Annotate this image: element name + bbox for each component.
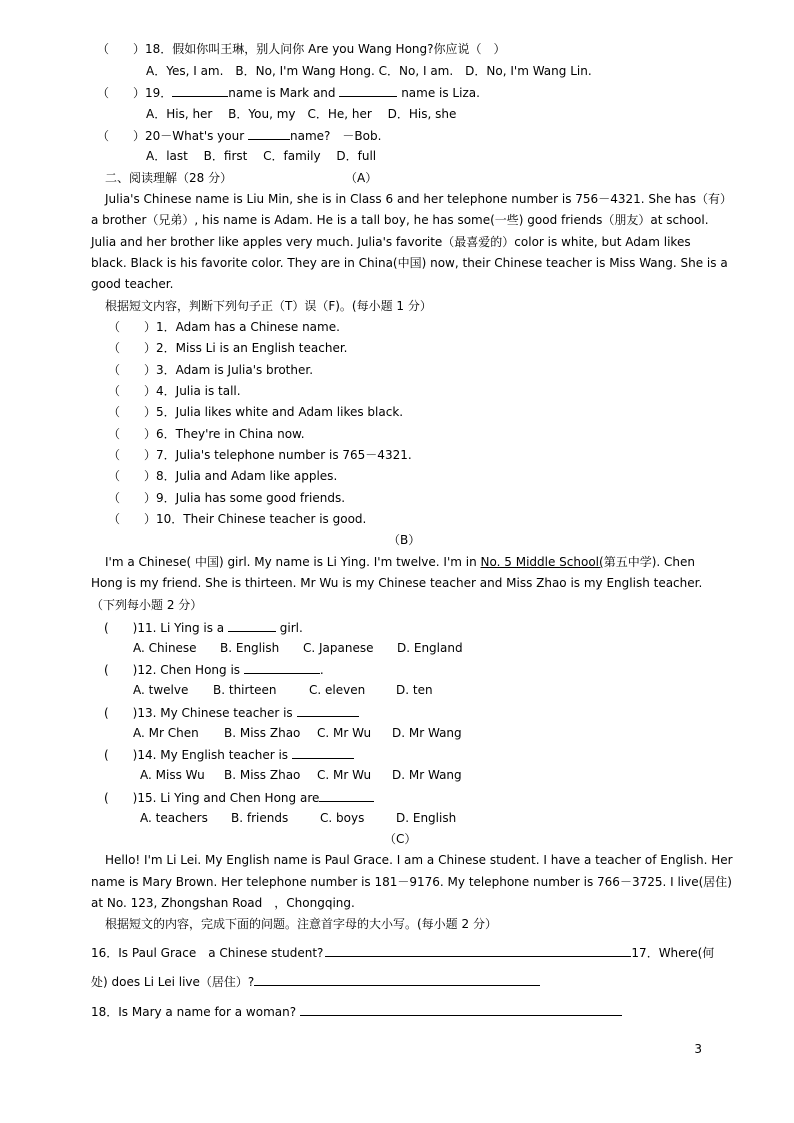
q18c-line xyxy=(91,1003,622,1020)
tf-item xyxy=(108,404,403,420)
option: B. English xyxy=(220,641,280,655)
passage-a-line: black. Black is his favorite color. They are in China(中国) now, their Chinese teacher is Miss Wang. She is a xyxy=(91,256,728,270)
answer-paren[interactable]: ( ) xyxy=(104,663,138,677)
question-stem: 假如你叫王琳，别人问你 Are you Wang Hong?你应说（ ） xyxy=(172,42,506,56)
tf-text: 10．Their Chinese teacher is good. xyxy=(156,512,367,526)
question-stem: 12. Chen Hong is xyxy=(137,663,241,677)
q16-q17-line xyxy=(91,944,714,961)
c-instruction: 根据短文的内容，完成下面的问题。注意首字母的大小写。(每小题 2 分） xyxy=(105,917,497,931)
tf-item xyxy=(108,490,345,506)
q19-line xyxy=(97,84,480,101)
answer-paren[interactable]: （ ） xyxy=(108,363,157,377)
tf-item xyxy=(108,383,241,399)
option: B. Miss Zhao xyxy=(224,726,301,740)
q18-options: A．Yes, I am. B．No, I'm Wang Hong. C．No, I am. D．No, I'm Wang Lin. xyxy=(146,64,592,78)
option: B. friends xyxy=(231,811,289,825)
tf-text: 4．Julia is tall. xyxy=(156,384,241,398)
mc-options xyxy=(133,682,433,698)
option: D. Mr Wang xyxy=(392,726,462,740)
blank[interactable] xyxy=(319,789,374,802)
blank[interactable] xyxy=(292,746,354,759)
passage-a-line: Julia and her brother like apples very much. Julia's favorite（最喜爱的）color is white, but Adam likes xyxy=(91,235,691,249)
answer-paren[interactable]: （ ） xyxy=(108,320,157,334)
tf-item xyxy=(108,362,313,378)
tf-text: 1．Adam has a Chinese name. xyxy=(156,320,340,334)
q17-line xyxy=(91,973,540,990)
mc-options xyxy=(133,640,463,656)
mc-question xyxy=(104,619,303,636)
answer-paren[interactable]: （ ） xyxy=(97,129,146,143)
option: B. thirteen xyxy=(213,683,277,697)
answer-paren[interactable]: （ ） xyxy=(108,491,157,505)
tf-text: 8．Julia and Adam like apples. xyxy=(156,469,338,483)
option: A. teachers xyxy=(140,811,208,825)
question-text: 17．Where(何 xyxy=(631,946,715,960)
part-a-heading: （A） xyxy=(345,171,378,185)
page-number: 3 xyxy=(694,1042,702,1056)
passage-text: I'm a Chinese( 中国) girl. My name is Li Ying. I'm twelve. I'm in xyxy=(105,555,477,569)
tf-item xyxy=(108,447,412,463)
question-text: 处) does Li Lei live（居住）? xyxy=(91,975,255,989)
q20-line xyxy=(97,127,381,144)
answer-paren[interactable]: ( ) xyxy=(104,706,138,720)
answer-paren[interactable]: ( ) xyxy=(104,748,138,762)
tf-item xyxy=(108,468,337,484)
question-stem: 15. Li Ying and Chen Hong are xyxy=(137,791,320,805)
question-text: 18．Is Mary a name for a woman? xyxy=(91,1005,297,1019)
question-stem: 13. My Chinese teacher is xyxy=(137,706,293,720)
question-stem: name is Liza. xyxy=(401,86,480,100)
tf-text: 2．Miss Li is an English teacher. xyxy=(156,341,348,355)
answer-paren[interactable]: （ ） xyxy=(108,384,157,398)
question-stem: 14. My English teacher is xyxy=(137,748,289,762)
mc-question xyxy=(104,661,324,678)
mc-question xyxy=(104,704,359,721)
blank[interactable] xyxy=(339,84,397,97)
answer-line[interactable] xyxy=(300,1003,622,1016)
question-stem: girl. xyxy=(279,621,303,635)
passage-a-line: good teacher. xyxy=(91,277,174,291)
answer-paren[interactable]: （ ） xyxy=(97,42,146,56)
tf-item xyxy=(108,319,340,335)
answer-paren[interactable]: ( ) xyxy=(104,791,138,805)
tf-item xyxy=(108,340,347,356)
passage-b-line: Hong is my friend. She is thirteen. Mr Wu is my Chinese teacher and Miss Zhao is my English teacher. xyxy=(91,576,703,590)
tf-item xyxy=(108,426,305,442)
answer-paren[interactable]: （ ） xyxy=(97,86,146,100)
option: C. Mr Wu xyxy=(317,726,372,740)
answer-paren[interactable]: （ ） xyxy=(108,341,157,355)
option: D. England xyxy=(397,641,463,655)
tf-item xyxy=(108,511,366,527)
blank[interactable] xyxy=(297,704,359,717)
tf-text: 9．Julia has some good friends. xyxy=(156,491,346,505)
tf-instruction: 根据短文内容，判断下列句子正（T）误（F)。(每小题 1 分） xyxy=(105,299,432,313)
question-stem: name is Mark and xyxy=(228,86,336,100)
option: A. twelve xyxy=(133,683,189,697)
option: A. Mr Chen xyxy=(133,726,199,740)
passage-b-line: （下列每小题 2 分） xyxy=(91,598,203,612)
question-stem: 20－What's your xyxy=(145,129,245,143)
tf-text: 7．Julia's telephone number is 765－4321. xyxy=(156,448,412,462)
passage-c-line: Hello! I'm Li Lei. My English name is Paul Grace. I am a Chinese student. I have a teacher of English. Her xyxy=(105,853,733,867)
option: C. eleven xyxy=(309,683,366,697)
answer-paren[interactable]: （ ） xyxy=(108,405,157,419)
option: D. ten xyxy=(396,683,433,697)
option: C. boys xyxy=(320,811,365,825)
option: A. Chinese xyxy=(133,641,197,655)
q20-options: A．last B．first C．family D．full xyxy=(146,149,377,163)
option: B. Miss Zhao xyxy=(224,768,301,782)
question-stem: name? －Bob. xyxy=(290,129,382,143)
mc-options xyxy=(140,810,456,826)
blank[interactable] xyxy=(228,619,276,632)
blank[interactable] xyxy=(248,127,290,140)
blank[interactable] xyxy=(172,84,228,97)
section-title: 二、阅读理解（28 分） xyxy=(105,171,233,185)
answer-line[interactable] xyxy=(325,944,631,957)
question-number: 18． xyxy=(145,42,173,56)
answer-paren[interactable]: （ ） xyxy=(108,448,157,462)
passage-a-line: Julia's Chinese name is Liu Min, she is in Class 6 and her telephone number is 756－4321. She has（有） xyxy=(105,192,732,206)
option: D. Mr Wang xyxy=(392,768,462,782)
answer-paren[interactable]: （ ） xyxy=(108,512,157,526)
part-c-heading: （C） xyxy=(384,832,417,846)
question-text: 16．Is Paul Grace a Chinese student? xyxy=(91,946,324,960)
answer-line[interactable] xyxy=(254,973,540,986)
answer-paren[interactable]: （ ） xyxy=(108,469,157,483)
school-name: No. 5 Middle School( xyxy=(480,555,604,569)
option: D. English xyxy=(396,811,457,825)
passage-b-line xyxy=(105,554,695,570)
tf-text: 3．Adam is Julia's brother. xyxy=(156,363,314,377)
tf-text: 6．They're in China now. xyxy=(156,427,305,441)
option: C. Mr Wu xyxy=(317,768,372,782)
q18-line xyxy=(97,41,506,57)
passage-text: 第五中学). Chen xyxy=(603,555,695,569)
mc-question xyxy=(104,789,374,806)
blank[interactable] xyxy=(244,661,320,674)
option: A. Miss Wu xyxy=(140,768,205,782)
question-stem: 11. Li Ying is a xyxy=(137,621,225,635)
tf-text: 5．Julia likes white and Adam likes black. xyxy=(156,405,404,419)
mc-question xyxy=(104,746,354,763)
mc-options xyxy=(140,767,462,783)
q19-options: A．His, her B．You, my C．He, her D．His, she xyxy=(146,107,457,121)
answer-paren[interactable]: （ ） xyxy=(108,427,157,441)
question-number: 19． xyxy=(145,86,173,100)
passage-a-line: a brother（兄弟）, his name is Adam. He is a tall boy, he has some(一些) good friends（朋友）at school. xyxy=(91,213,709,227)
option: C. Japanese xyxy=(303,641,374,655)
question-stem: . xyxy=(319,663,324,677)
passage-c-line: at No. 123, Zhongshan Road ，Chongqing. xyxy=(91,896,355,910)
part-b-heading: （B） xyxy=(388,533,421,547)
answer-paren[interactable]: ( ) xyxy=(104,621,138,635)
mc-options xyxy=(133,725,462,741)
passage-c-line: name is Mary Brown. Her telephone number is 181－9176. My telephone number is 766－3725. I live(居住) xyxy=(91,875,732,889)
